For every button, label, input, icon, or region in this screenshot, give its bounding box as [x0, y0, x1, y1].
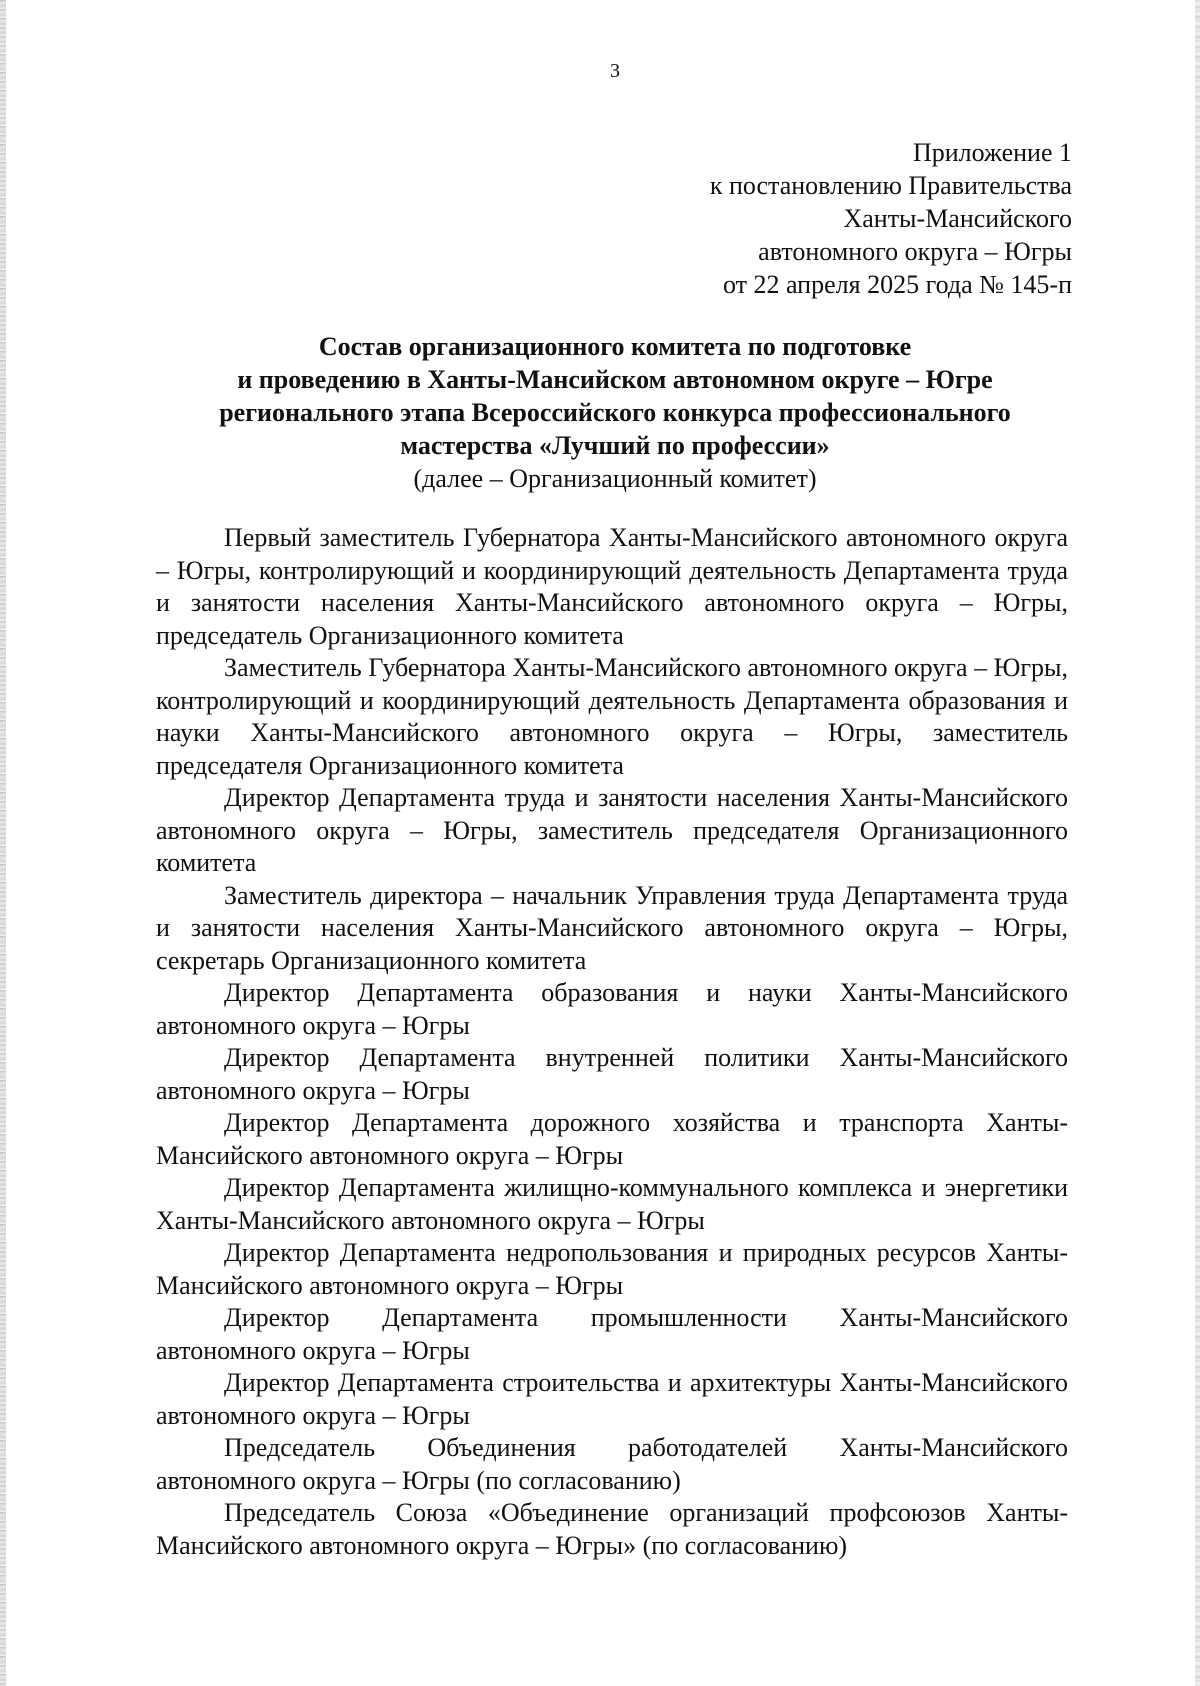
committee-member: Председатель Союза «Объединение организаций профсоюзов Ханты-Мансийского автономного округа – Югры» (по согласованию) [156, 1498, 1068, 1560]
appendix-line: от 22 апреля 2025 года № 145-п [722, 270, 1072, 299]
title-line: Состав организационного комитета по подготовке [318, 332, 912, 361]
committee-member: Первый заместитель Губернатора Ханты-Мансийского автономного округа – Югры, контролирующий и координирующий деятельность Департамента труда и занятости населения Ханты-Мансийского автономного округа – Югры, председатель Организационного комитета [156, 523, 1068, 650]
committee-member: Директор Департамента образования и науки Ханты-Мансийского автономного округа – Югры [156, 978, 1068, 1040]
scan-edge-left [0, 0, 6, 1686]
page-number: 3 [610, 60, 620, 82]
title-line: и проведению в Ханты-Мансийском автономном округе – Югре [237, 365, 993, 394]
committee-member: Директор Департамента труда и занятости населения Ханты-Мансийского автономного округа – Югры, заместитель председателя Организационного комитета [156, 783, 1068, 877]
appendix-line: Ханты-Мансийского [843, 204, 1072, 233]
committee-members-list [156, 522, 1068, 1562]
document-title [130, 330, 1100, 495]
committee-member: Директор Департамента строительства и архитектуры Ханты-Мансийского автономного округа – Югры [156, 1368, 1068, 1430]
committee-member: Директор Департамента жилищно-коммунального комплекса и энергетики Ханты-Мансийского автономного округа – Югры [156, 1173, 1068, 1235]
scan-edge-right [1195, 0, 1200, 1686]
committee-member: Директор Департамента внутренней политики Ханты-Мансийского автономного округа – Югры [156, 1043, 1068, 1105]
committee-member: Директор Департамента дорожного хозяйства и транспорта Ханты-Мансийского автономного округа – Югры [156, 1108, 1068, 1170]
committee-member: Заместитель Губернатора Ханты-Мансийского автономного округа – Югры, контролирующий и координирующий деятельность Департамента образования и науки Ханты-Мансийского автономного округа – Югры, заместитель председателя Организационного комитета [156, 653, 1068, 780]
committee-member: Директор Департамента недропользования и природных ресурсов Ханты-Мансийского автономного округа – Югры [156, 1238, 1068, 1300]
committee-member: Заместитель директора – начальник Управления труда Департамента труда и занятости населения Ханты-Мансийского автономного округа – Югры, секретарь Организационного комитета [156, 880, 1068, 975]
appendix-line: автономного округа – Югры [758, 237, 1072, 266]
appendix-line: Приложение 1 [912, 138, 1072, 167]
title-line: мастерства «Лучший по профессии» [400, 431, 830, 460]
appendix-block [710, 136, 1072, 301]
committee-member: Директор Департамента промышленности Ханты-Мансийского автономного округа – Югры [156, 1303, 1068, 1365]
title-subtitle: (далее – Организационный комитет) [413, 464, 817, 493]
appendix-line: к постановлению Правительства [709, 171, 1072, 200]
committee-member: Председатель Объединения работодателей Ханты-Мансийского автономного округа – Югры (по согласованию) [156, 1433, 1068, 1495]
title-line: регионального этапа Всероссийского конкурса профессионального [219, 398, 1011, 427]
